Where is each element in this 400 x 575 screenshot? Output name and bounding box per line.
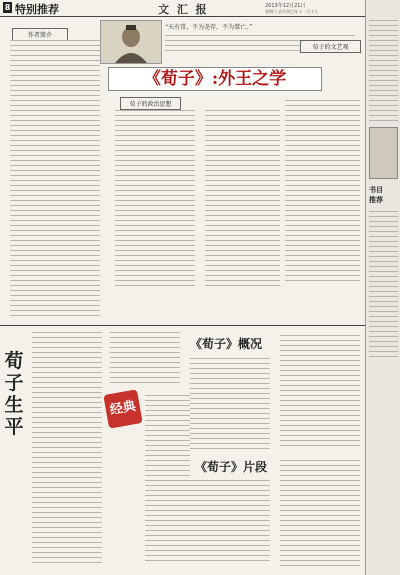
sub-heading-politics: 荀子的政治思想 [120, 97, 181, 110]
issue-date: 2013年12月21日 [265, 3, 306, 9]
fragments-column-2 [280, 460, 360, 570]
biography-char-2: 子 [4, 372, 24, 394]
strip-label-2: 推荐 [369, 196, 383, 204]
section-divider [0, 325, 365, 326]
body-column-2 [115, 110, 195, 290]
portrait-image [100, 20, 162, 64]
adjacent-page-strip [365, 0, 400, 575]
fragments-heading: 《荀子》片段 [195, 460, 268, 474]
biography-column [32, 332, 102, 567]
biography-heading [0, 350, 28, 438]
body-column-1 [10, 40, 100, 320]
strip-lines-top [369, 20, 398, 121]
intro-label: 作者简介 [12, 28, 68, 41]
biography-char-4: 平 [4, 416, 24, 438]
strip-lines-bottom [369, 211, 398, 357]
body-column-3 [205, 110, 280, 290]
lower-column-2 [145, 395, 190, 565]
biography-char-3: 生 [4, 394, 24, 416]
classic-seal: 经典 [103, 389, 142, 428]
portrait-drawing [101, 21, 161, 63]
section-title: 特别推荐 [15, 3, 59, 16]
quote-text: “天有常，不为尧存，不为桀亡。” [165, 24, 253, 31]
page-header [0, 0, 400, 17]
feature-title: 《荀子》:外王之学 [143, 69, 287, 89]
biography-char-1: 荀 [4, 350, 24, 372]
page-number: 8 [4, 3, 11, 12]
strip-label-1: 书目 [369, 186, 383, 194]
body-column-4 [285, 100, 360, 285]
newspaper-name: 文 汇 报 [158, 3, 209, 16]
sub-heading-arts: 荀子的文艺观 [300, 40, 361, 53]
feature-banner [108, 67, 322, 91]
issue-edition: 星期六 农历癸巳年十一月十九 [265, 9, 319, 14]
summary-column-1 [190, 358, 270, 453]
summary-column-2 [280, 335, 360, 450]
summary-heading: 《荀子》概况 [190, 337, 263, 351]
lower-column-1 [110, 332, 180, 387]
strip-image [369, 127, 398, 179]
fragments-column-1 [190, 480, 270, 565]
